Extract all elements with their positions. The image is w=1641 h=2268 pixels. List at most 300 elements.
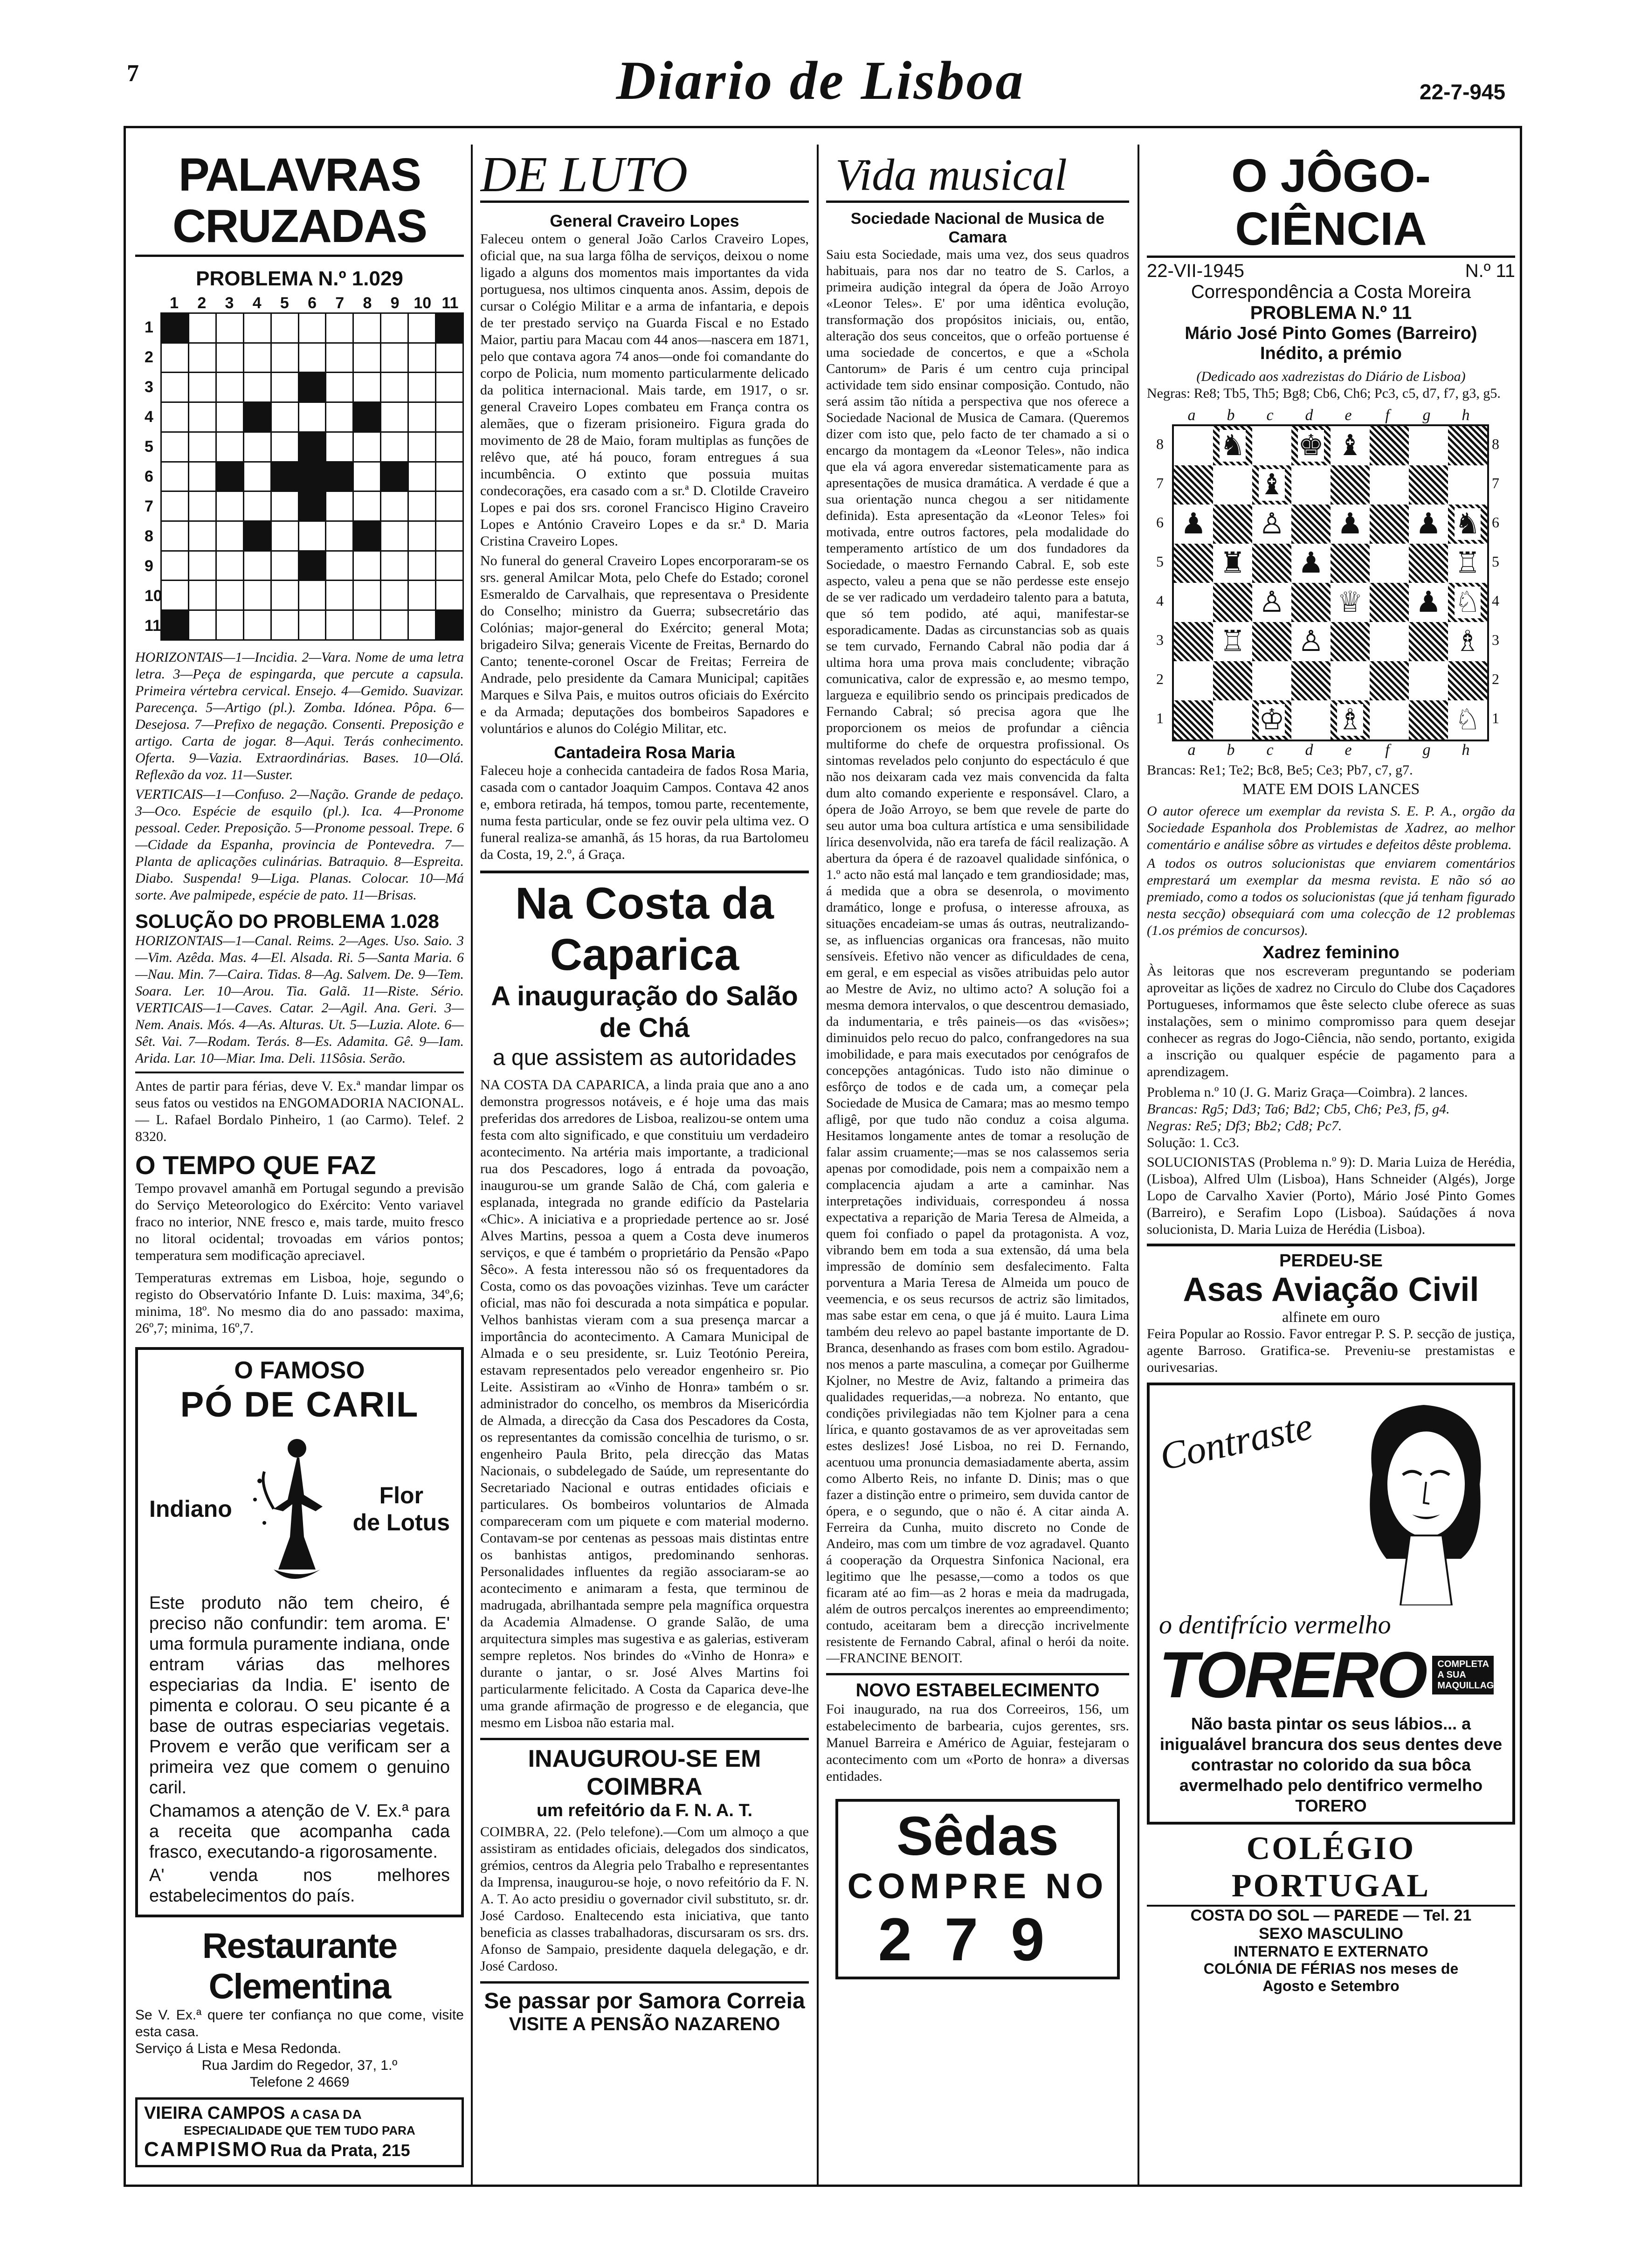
chess-square	[1331, 505, 1370, 544]
crossword-cell	[271, 581, 298, 610]
chess-square	[1409, 544, 1448, 583]
caril-advertisement	[135, 1347, 464, 1917]
crossword-cell	[353, 521, 381, 551]
chess-file-label: b	[1227, 407, 1235, 424]
crossword-cell	[326, 521, 353, 551]
crossword-cell	[188, 313, 216, 343]
crossword-cell	[243, 491, 271, 521]
crossword-horizontais: HORIZONTAIS—1—Incidia. 2—Vara. Nome de uma letra letra. 3—Peça de espingarda, que percute a capsula. Primeira vértebra cervical. Ensejo. 4—Gemido. Suavizar. Parecença. 5—Artigo (pl.). Zomba. Idónea. Pôpa. 6—Desejosa. 7—Prefixo de negação. Consenti. Preposição e artigo. Carta de jogar. 8—Aqui. Terás conhecimento. Oferta. 9—Vazia. Extraordinárias. Bases. 10—Olá. Reflexão da voz. 11—Suster.	[135, 650, 464, 782]
crossword-cell	[161, 313, 189, 343]
chess-problem: PROBLEMA N.º 11	[1250, 303, 1412, 323]
torero-advertisement	[1147, 1383, 1515, 1825]
chess-files-top	[1172, 407, 1515, 424]
restaurant-address: Rua Jardim do Regedor, 37, 1.º	[201, 2058, 398, 2073]
chess-square	[1213, 505, 1252, 544]
caparica-deck: a que assistem as autoridades	[492, 1045, 797, 1070]
crossword-title: PALAVRAS CRUZADAS	[135, 149, 464, 257]
chess-rank-label: 5	[1492, 553, 1499, 570]
chess-piece: ♝	[1337, 430, 1363, 462]
colegio-line-4: COLÓNIA DE FÉRIAS nos meses de	[1203, 1960, 1459, 1977]
crossword-cell	[216, 343, 243, 373]
chess-rank-label: 1	[1156, 710, 1164, 726]
chess-square	[1213, 465, 1252, 505]
cleaning-notice: Antes de partir para férias, deve V. Ex.ª mandar limpar os seus fatos ou vestidos na ENGOMADORIA NACIONAL. — L. Rafael Bordalo Pinheiro, 1 (ao Carmo). Telef. 2 8320.	[135, 1079, 464, 1144]
chess-piece: ♘	[1455, 587, 1481, 618]
campos-line-2: ESPECIALIDADE QUE TEM TUDO PARA	[184, 2123, 415, 2137]
crossword-cell	[436, 432, 463, 462]
crossword-cell	[353, 402, 381, 432]
crossword-cell	[243, 521, 271, 551]
coimbra-subheadline: um refeitório da F. N. A. T.	[536, 1801, 753, 1820]
chess-square	[1448, 505, 1488, 544]
chess-piece: ♖	[1455, 547, 1481, 579]
crossword-row-number: 11	[145, 617, 161, 635]
crossword-cell	[161, 402, 189, 432]
chess-author: Mário José Pinto Gomes (Barreiro)	[1185, 324, 1477, 343]
crossword-cell	[216, 491, 243, 521]
crossword-row-number: 1	[145, 318, 153, 336]
obituary-craveiro-heading: General Craveiro Lopes	[550, 211, 739, 230]
crossword-cell	[161, 373, 189, 402]
chess-piece: ♟	[1415, 587, 1441, 618]
chess-square	[1252, 622, 1291, 661]
crossword-column-numbers	[160, 294, 464, 312]
problem-10-solution: Solução: 1. Cc3.	[1147, 1135, 1240, 1150]
crossword-problem-number: PROBLEMA N.º 1.029	[196, 267, 403, 290]
crossword-cell	[216, 313, 243, 343]
crossword-cell	[408, 313, 436, 343]
crossword-cell	[353, 313, 381, 343]
chess-square	[1291, 425, 1331, 465]
chess-square	[1291, 583, 1331, 622]
crossword-cell	[161, 610, 189, 640]
chess-offer-2: A todos os outros solucionistas que enviarem comentários emprestará um exemplar da mesma revista. E não só ao premiado, como a todos os solucionistas (que já tenham figurado nesta secção) obsequiará com uma colecção de 12 problemas (1.os prémios de concursos).	[1147, 856, 1515, 938]
crossword-cell	[188, 402, 216, 432]
chess-white-pieces: Brancas: Re1; Te2; Bc8, Be5; Ce3; Pb7, c7, g7.	[1147, 762, 1413, 778]
chess-piece: ♗	[1455, 626, 1481, 657]
chess-square	[1331, 661, 1370, 700]
crossword-cell	[243, 343, 271, 373]
crossword-grid	[145, 294, 464, 641]
crossword-column-number: 2	[197, 294, 207, 312]
chess-date: 22-VII-1945	[1147, 261, 1245, 281]
chess-dedication: (Dedicado aos xadrezistas do Diário de Lisboa)	[1196, 369, 1466, 384]
crossword-cell	[243, 462, 271, 491]
colegio-line-2: SEXO MASCULINO	[1259, 1925, 1403, 1943]
crossword-cell	[216, 373, 243, 402]
chess-piece: ♘	[1455, 704, 1481, 736]
crossword-cell	[381, 491, 408, 521]
chess-square	[1409, 622, 1448, 661]
crossword-column-number: 9	[390, 294, 400, 312]
chess-piece: ♕	[1337, 587, 1363, 618]
masthead: Diario de Lisboa	[616, 50, 1025, 111]
crossword-cell	[216, 432, 243, 462]
crossword-cell	[326, 402, 353, 432]
column-rule-2	[817, 145, 819, 2187]
chess-piece: ♟	[1337, 508, 1363, 540]
crossword-cell	[298, 402, 326, 432]
caril-body-2: Chamamos a atenção de V. Ex.ª para a receita que acompanha cada frasco, executando-a rigorosamente.	[149, 1801, 450, 1862]
crossword-cell	[436, 551, 463, 581]
crossword-row-number: 7	[145, 498, 153, 515]
crossword-cell	[381, 551, 408, 581]
crossword-cell	[381, 521, 408, 551]
crossword-column-number: 7	[335, 294, 345, 312]
crossword-cell	[326, 610, 353, 640]
chess-number: N.º 11	[1465, 261, 1515, 281]
crossword-cell	[408, 373, 436, 402]
chess-square	[1331, 622, 1370, 661]
crossword-cell	[298, 610, 326, 640]
chess-file-label: c	[1266, 407, 1274, 424]
chess-piece: ♞	[1220, 430, 1246, 462]
chess-file-label: g	[1422, 741, 1431, 759]
chess-piece: ♜	[1220, 547, 1246, 579]
crossword-cell	[161, 521, 189, 551]
chess-square	[1370, 583, 1409, 622]
chess-square	[1448, 544, 1488, 583]
crossword-row-number: 9	[145, 557, 153, 575]
crossword-cell	[243, 610, 271, 640]
column-rule-3	[1138, 145, 1139, 2187]
lost-item: Asas Aviação Civil	[1183, 1271, 1479, 1308]
chess-square	[1291, 661, 1331, 700]
crossword-cell	[381, 432, 408, 462]
chess-square	[1448, 622, 1488, 661]
crossword-cell	[161, 581, 189, 610]
sedas-compre: COMPRE NO	[847, 1867, 1108, 1906]
crossword-cell	[381, 610, 408, 640]
crossword-cell	[271, 432, 298, 462]
chess-rank-label: 2	[1156, 671, 1164, 687]
crossword-cell	[243, 581, 271, 610]
crossword-row-number: 8	[145, 527, 153, 545]
crossword-cell	[216, 521, 243, 551]
crossword-cell	[353, 432, 381, 462]
weather-title: O TEMPO QUE FAZ	[135, 1150, 376, 1180]
crossword-cell	[188, 551, 216, 581]
chess-square	[1291, 465, 1331, 505]
chess-square	[1173, 583, 1213, 622]
solution-title: SOLUÇÃO DO PROBLEMA 1.028	[135, 910, 439, 932]
dancer-illustration-icon	[246, 1430, 339, 1588]
crossword-cell	[271, 462, 298, 491]
crossword-row-number: 10	[145, 587, 162, 605]
chess-piece: ♟	[1415, 508, 1441, 540]
colegio-title: COLÉGIO PORTUGAL	[1147, 1830, 1515, 1907]
crossword-cell	[326, 343, 353, 373]
crossword-column-number: 4	[252, 294, 262, 312]
chess-piece: ♟	[1298, 547, 1324, 579]
crossword-cell	[298, 581, 326, 610]
crossword-cell	[381, 402, 408, 432]
crossword-cell	[353, 343, 381, 373]
campos-name: VIEIRA CAMPOS	[144, 2103, 285, 2123]
temperatures: Temperaturas extremas em Lisboa, hoje, segundo o registo do Observatório Infante D. Luis: maxima, 34º,6; minima, 18º. No mesmo dia do ano passado: maxima, 26º,7; minima, 16º,7.	[135, 1270, 464, 1336]
chess-square	[1252, 661, 1291, 700]
crossword-cell	[188, 343, 216, 373]
crossword-cell	[271, 402, 298, 432]
restaurant-line-2: Serviço á Lista e Mesa Redonda.	[135, 2041, 341, 2056]
chess-square	[1409, 505, 1448, 544]
crossword-cell	[161, 462, 189, 491]
caparica-article: NA COSTA DA CAPARICA, a linda praia que ano a ano demonstra progressos notáveis, e é hoje uma das mais preferidas dos arredores de Lisboa, realizou-se ontem uma festa com alto significado, e que constituiu um verdadeiro acontecimento. Na artéria mais importante, a tradicional rua dos Pescadores, logo á entrada da povoação, inaugurou-se um grande Salão de Chá, com galeria e esplanada, integrada no grande edifício da Pastelaria «Chic». A iniciativa e a propriedade pertence ao sr. José Alves Martins, pessoa a quem a Costa deve inumeros serviços, e que é também o proprietário da Pensão «Papo Sêco». A festa interessou não só os frequentadores da Costa, como os das povoações vizinhas. Teve um carácter oficial, mas não foi descurada a nota simpática e popular. Velhos banhistas vieram com a sua presença marcar a importância do acontecimento. A Camara Municipal de Almada e o seu presidente, sr. Luiz Teotónio Pereira, estavam representados pelo vereador engenheiro sr. Pio Leite. Assistiram ao «Vinho de Honra» também o sr. administrador do concelho, os membros da Misericórdia de Almada, a direcção da Casa dos Pescadores da Costa, os representantes da comissão concelhia de turismo, o sr. engenheiro Paula Brito, pela direcção das Matas Nacionais, o subdelegado de Saúde, um representante do Secretariado Nacional e outras entidades oficiais e particulares. Os bombeiros voluntarios de Almada compareceram com um piquete e com material moderno. Contavam-se por centenas as pessoas mais distintas entre os banhistas antigos, predominando senhoras. Personalidades influentes da região associaram-se ao acontecimento e animaram a festa, que terminou de madrugada, abrilhantada sempre pela magnífica orquestra da Academia Almadense. O grande Salão, de uma arquitectura simples mas sugestiva e as galerias, estiveram sempre repletos. Nos brindes do «Vinho de Honra» e durante o jantar, o sr. José Alves Martins foi particularmente felicitado. A Costa da Caparica deve-lhe uma grande afirmação de progresso e de elegancia, que mesmo em Lisboa não estaria mal.	[480, 1077, 809, 1730]
crossword-cell	[243, 402, 271, 432]
sedas-advertisement	[835, 1799, 1120, 1979]
crossword-column-number: 8	[363, 294, 372, 312]
crossword-column-number: 1	[170, 294, 179, 312]
crossword-cell	[353, 373, 381, 402]
crossword-cell	[408, 551, 436, 581]
crossword-cell	[353, 610, 381, 640]
crossword-cell	[436, 610, 463, 640]
sedas-number: 279	[878, 1905, 1077, 1973]
colegio-line-5: Agosto e Setembro	[1262, 1978, 1400, 1994]
crossword-table	[160, 312, 464, 641]
chess-square	[1173, 700, 1213, 740]
caril-de-lotus: de Lotus	[352, 1509, 450, 1535]
torero-badge: COMPLETA A SUA MAQUILLAGE	[1432, 1656, 1494, 1694]
crossword-cell	[381, 462, 408, 491]
chess-square	[1213, 661, 1252, 700]
chess-file-label: b	[1227, 741, 1235, 759]
estabelecimento-text: Foi inaugurado, na rua dos Correeiros, 156, um estabelecimento de barbearia, cujos gerentes, srs. Manuel Barreira e Américo de Aguiar, festejaram o acontecimento com um «Porto de honra» a diversas entidades.	[826, 1701, 1129, 1784]
crossword-cell	[271, 551, 298, 581]
sedas-title: Sêdas	[896, 1805, 1059, 1867]
chess-square	[1331, 700, 1370, 740]
chess-square	[1213, 700, 1252, 740]
crossword-cell	[161, 551, 189, 581]
chess-square	[1173, 622, 1213, 661]
xadrez-feminino-text: Às leitoras que nos escreveram preguntando se poderiam aproveitar as lições de xadrez no Circulo do Clube dos Caçadores Portugueses, informamos que êste selecto clube oferece as suas instalações, sem o minimo compromisso para quem desejar conhecer as regras do Jogo-Ciência, não sendo, portanto, exigida a inscrição ou qualquer espécie de pagamento para a aprendizagem.	[1147, 963, 1515, 1079]
crossword-cell	[271, 373, 298, 402]
crossword-cell	[188, 432, 216, 462]
chess-mate: MATE EM DOIS LANCES	[1242, 781, 1420, 798]
chess-rank-label: 3	[1156, 631, 1164, 648]
crossword-row-number: 4	[145, 408, 153, 426]
chess-piece: ♙	[1259, 587, 1285, 618]
restaurant-line-1: Se V. Ex.ª quere ter confiança no que come, visite esta casa.	[135, 2007, 464, 2040]
chess-rank-label: 8	[1492, 436, 1499, 452]
chess-square	[1173, 425, 1213, 465]
chess-piece: ♚	[1298, 430, 1324, 462]
caril-body: Este produto não tem cheiro, é preciso não confundir: tem aroma. E' uma formula puramente indiana, onde entram várias das melhores especiarias da India. E' isento de pimenta e colorau. O seu picante é a base de outras especiarias vegetais. Provem e verão que verificam ser a primeira vez que comem o genuino caril.	[149, 1593, 450, 1798]
crossword-cell	[408, 610, 436, 640]
chess-file-label: a	[1187, 407, 1196, 424]
lost-title: PERDEU-SE	[1279, 1251, 1383, 1271]
crossword-cell	[298, 432, 326, 462]
crossword-cell	[216, 610, 243, 640]
chess-black-pieces: Negras: Re8; Tb5, Th5; Bg8; Cb6, Ch6; Pc3, c5, d7, f7, g3, g5.	[1147, 386, 1501, 401]
caparica-headline: Na Costa da Caparica	[515, 878, 774, 980]
crossword-cell	[436, 313, 463, 343]
chess-rank-label: 3	[1492, 631, 1499, 648]
crossword-cell	[408, 491, 436, 521]
xadrez-feminino-title: Xadrez feminino	[1262, 943, 1400, 962]
chess-square	[1213, 425, 1252, 465]
crossword-row-number: 2	[145, 348, 153, 366]
caril-body-3: A' venda nos melhores estabelecimentos do país.	[149, 1866, 450, 1906]
chess-piece: ♙	[1259, 508, 1285, 540]
crossword-cell	[436, 462, 463, 491]
chess-square	[1252, 465, 1291, 505]
crossword-row-number: 6	[145, 468, 153, 485]
chess-piece: ♞	[1455, 508, 1481, 540]
crossword-cell	[408, 402, 436, 432]
crossword-column-number: 11	[441, 294, 459, 312]
restaurant-phone: Telefone 2 4669	[249, 2074, 350, 2090]
crossword-cell	[381, 313, 408, 343]
chess-square	[1448, 583, 1488, 622]
crossword-cell	[408, 432, 436, 462]
column-chess	[1147, 149, 1515, 1995]
chess-square	[1370, 544, 1409, 583]
chess-square	[1448, 700, 1488, 740]
crossword-cell	[243, 551, 271, 581]
chess-rank-label: 7	[1492, 475, 1499, 491]
chess-rank-label: 8	[1156, 436, 1164, 452]
chess-square	[1252, 583, 1291, 622]
obituary-rosa-text: Faleceu hoje a conhecida cantadeira de fados Rosa Maria, casada com o cantador Joaquim Campos. Contava 42 anos e, embora retirada, há tempos, tomou parte, recentemente, numa festa particular, onde se fez ouvir pela ultima vez. O funeral realiza-se amanhã, ás 15 horas, da rua Bartolomeu da Costa, 19, 2.º, á Graça.	[480, 763, 809, 862]
chess-rank-label: 4	[1156, 592, 1164, 609]
crossword-cell	[216, 551, 243, 581]
torero-dentifrico: o dentifrício vermelho	[1159, 1611, 1391, 1639]
chess-correspondence: Correspondência a Costa Moreira	[1191, 282, 1471, 302]
chess-square	[1252, 544, 1291, 583]
chess-file-label: g	[1422, 407, 1431, 424]
chess-board	[1172, 424, 1489, 741]
crossword-cell	[271, 610, 298, 640]
crossword-cell	[216, 581, 243, 610]
chess-file-label: e	[1345, 407, 1352, 424]
chess-square	[1409, 700, 1448, 740]
chess-file-label: d	[1305, 407, 1313, 424]
caril-indiano: Indiano	[149, 1496, 232, 1522]
caparica-subheadline: A inauguração do Salão de Chá	[491, 981, 798, 1043]
column-rule-1	[471, 145, 473, 2187]
chess-square	[1173, 661, 1213, 700]
crossword-cell	[408, 462, 436, 491]
lost-description: alfinete em ouro	[1282, 1308, 1380, 1325]
chess-square	[1409, 465, 1448, 505]
chess-square	[1409, 583, 1448, 622]
obituary-rosa-heading: Cantadeira Rosa Maria	[554, 743, 735, 762]
chess-file-label: c	[1266, 741, 1274, 759]
chess-square	[1448, 425, 1488, 465]
crossword-cell	[271, 313, 298, 343]
chess-square	[1252, 700, 1291, 740]
crossword-cell	[298, 343, 326, 373]
crossword-cell	[436, 373, 463, 402]
torero-brand: TORERO	[1159, 1638, 1426, 1711]
campos-address: Rua da Prata, 215	[270, 2141, 410, 2160]
chess-square	[1291, 622, 1331, 661]
lost-instructions: Feira Popular ao Rossio. Favor entregar P. S. P. secção de justiça, agente Barroso. Gratifica-se. Preveniu-se prestamistas e ourivesarias.	[1147, 1326, 1515, 1375]
chess-piece: ♙	[1298, 626, 1324, 657]
column-crossword	[135, 149, 464, 2167]
chess-square	[1409, 425, 1448, 465]
crossword-cell	[271, 521, 298, 551]
crossword-column-number: 3	[225, 294, 234, 312]
crossword-cell	[408, 343, 436, 373]
crossword-cell	[353, 581, 381, 610]
chess-square	[1331, 425, 1370, 465]
problem-10-white: Brancas: Rg5; Dd3; Ta6; Bd2; Cb5, Ch6; Pe3, f5, g4.	[1147, 1101, 1450, 1117]
caril-flor: Flor	[379, 1482, 424, 1508]
chess-square	[1448, 661, 1488, 700]
chess-rank-label: 2	[1492, 671, 1499, 687]
column-news	[480, 149, 809, 2035]
chess-offer: O autor oferece um exemplar da revista S. E. P. A., orgão da Sociedade Espanhola dos Problemistas de Xadrez, ao melhor comentário e análise sôbre as virtudes e defeitos dêste problema.	[1147, 803, 1515, 852]
crossword-column-number: 10	[414, 294, 432, 312]
chess-piece: ♔	[1259, 704, 1285, 736]
chess-square	[1370, 700, 1409, 740]
chess-piece: ♝	[1259, 469, 1285, 501]
crossword-cell	[353, 462, 381, 491]
obituary-craveiro-text: Faleceu ontem o general João Carlos Craveiro Lopes, oficial que, na sua larga fôlha de serviços, deixou o nome ligado a alguns dos momentos mais importantes da vida portuguesa, nos ultimos cinquenta anos. Assim, depois de cursar o Colégio Militar e a arma de infantaria, e depois de ter prestado serviço na Guarda Fiscal e no Estado Maior, partiu para Macau com 44 anos—nascera em 1871, pelo que contava agora 74 anos—onde foi comandante do corpo de Policia, num momento particularmente delicado da politica internacional. Mais tarde, em 1917, o sr. general Craveiro Lopes combateu em França contra os alemães, que o fizeram prisioneiro. Figura grada do movimento de 28 de Maio, foram multiplas as funções de relêvo que, até há pouco, foram entregues á sua incumbência. O extinto que possuia muitas condecorações, era casado com a sr.ª D. Clotilde Craveiro Lopes e pai dos srs. coronel Francisco Higino Craveiro Lopes e António Craveiro Lopes e da sr.ª D. Maria Cristina Craveiro Lopes.	[480, 231, 809, 549]
crossword-cell	[188, 610, 216, 640]
chess-piece: ♟	[1180, 508, 1207, 540]
chess-file-label: f	[1385, 741, 1390, 759]
chess-rank-label: 5	[1156, 553, 1164, 570]
chess-square	[1370, 465, 1409, 505]
crossword-cell	[353, 491, 381, 521]
crossword-cell	[216, 402, 243, 432]
crossword-cell	[188, 373, 216, 402]
restaurant-title: Restaurante Clementina	[202, 1926, 397, 2006]
chess-square	[1291, 544, 1331, 583]
jogo-ciencia-title: O JÔGO-CIÊNCIA	[1147, 149, 1515, 258]
torero-tagline: Não basta pintar os seus lábios... a inigualável brancura dos seus dentes deve contrastar no colorido da sua bôca avermelhado pelo dentifrico vermelho TORERO	[1159, 1714, 1503, 1815]
chess-square	[1370, 661, 1409, 700]
crossword-cell	[271, 343, 298, 373]
samora-headline: Se passar por Samora Correia	[484, 1989, 805, 2013]
crossword-cell	[381, 581, 408, 610]
crossword-cell	[188, 521, 216, 551]
chess-square	[1291, 700, 1331, 740]
funeral-craveiro-text: No funeral do general Craveiro Lopes encorporaram-se os srs. general Amilcar Mota, pelo Chefe do Estado; coronel Esmeraldo de Carvalhais, que representava o Presidente do Conselho; ministro da Guerra; subsecretário das Colónias; major-general do Exército; general Mota; brigadeiro Silva; generais Vicente de Freitas, Bernardo do Canto; tenente-coronel Oscar de Freitas; Ferreira de Andrade, pelo presidente da Camara Municipal; capitães Marques e Silva Pais, e muitos outros oficiais do Exército e da Armada; deputações dos bombeiros Sapadores e voluntários e alunos do Colégio Militar, etc.	[480, 553, 809, 736]
chess-file-label: a	[1187, 741, 1196, 759]
crossword-cell	[161, 491, 189, 521]
crossword-cell	[326, 581, 353, 610]
chess-file-label: h	[1462, 741, 1470, 759]
vieira-campos-ad: VIEIRA CAMPOS A CASA DA ESPECIALIDADE QUE TEM TUDO PARA CAMPISMO Rua da Prata, 215	[135, 2097, 464, 2167]
chess-file-label: f	[1385, 407, 1390, 424]
chess-rank-label: 1	[1492, 710, 1499, 726]
crossword-cell	[271, 491, 298, 521]
chess-files-bottom	[1172, 741, 1515, 759]
chess-square	[1331, 583, 1370, 622]
crossword-cell	[408, 521, 436, 551]
chess-rank-label: 6	[1156, 514, 1164, 531]
crossword-cell	[188, 462, 216, 491]
crossword-cell	[436, 343, 463, 373]
solucionistas: SOLUCIONISTAS (Problema n.º 9): D. Maria Luiza de Herédia, (Lisboa), Alfred Ulm (Lisboa), Hans Schneider (Algés), Jorge Lopo de Carvalho Xavier (Porto), Mário José Pinto Gomes (Barreiro), e Serafim Lopo (Lisboa). Saúdações á nova solucionista, D. Maria Luiza de Herédia (Lisboa).	[1147, 1155, 1515, 1237]
crossword-cell	[243, 373, 271, 402]
crossword-cell	[326, 462, 353, 491]
chess-file-label: d	[1305, 741, 1313, 759]
crossword-row-number: 5	[145, 438, 153, 456]
chess-square	[1173, 505, 1213, 544]
samora-subheadline: VISITE A PENSÃO NAZARENO	[509, 2014, 780, 2034]
campos-campismo: CAMPISMO	[144, 2138, 268, 2161]
chess-square	[1213, 622, 1252, 661]
crossword-cell	[436, 402, 463, 432]
estabelecimento-title: NOVO ESTABELECIMENTO	[855, 1680, 1100, 1701]
coimbra-headline: INAUGUROU-SE EM COIMBRA	[528, 1745, 761, 1800]
chess-piece: ♗	[1337, 704, 1363, 736]
